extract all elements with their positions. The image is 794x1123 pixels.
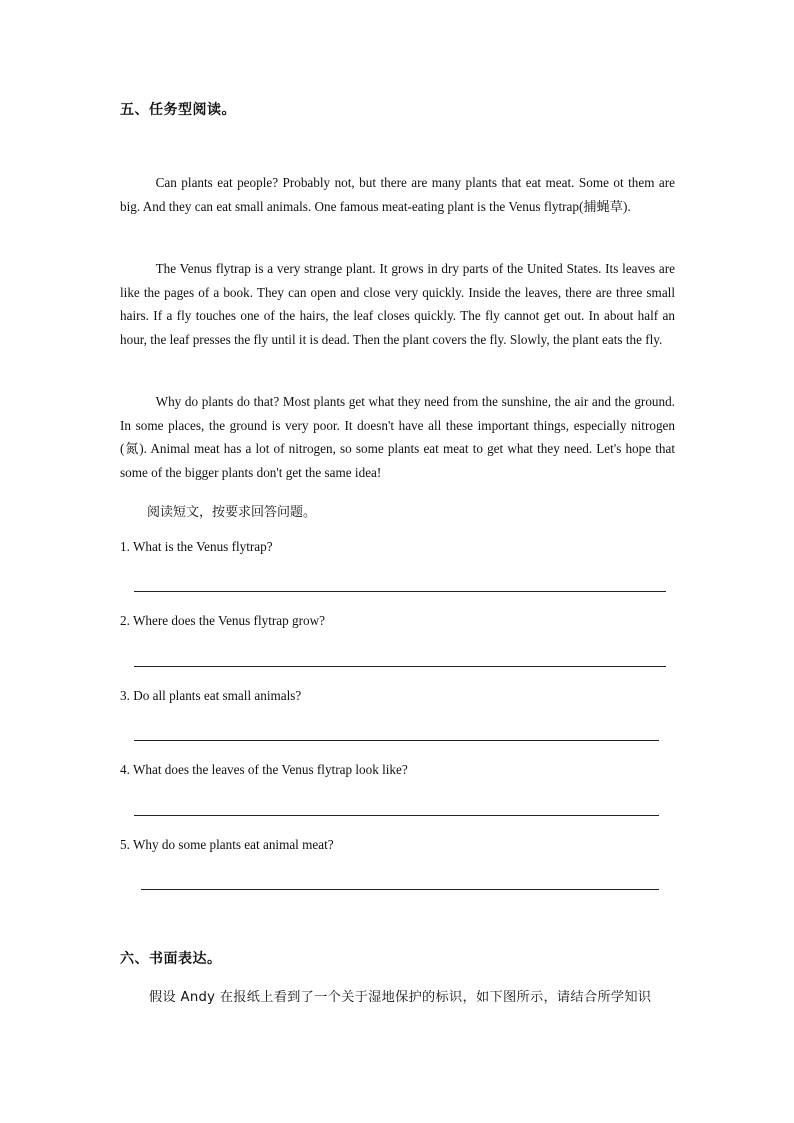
section-5-title: 五、任务型阅读。: [120, 102, 236, 118]
answer-line-3[interactable]: [134, 740, 659, 741]
answer-line-4[interactable]: [134, 815, 659, 816]
answer-line-1[interactable]: [134, 591, 666, 592]
writing-prompt: 假设 Andy 在报纸上看到了一个关于湿地保护的标识，如下图所示，请结合所学知识: [149, 990, 652, 1005]
passage-paragraph-3: Why do plants do that? Most plants get what they need from the sunshine, the air and the ground. In some places, the ground is very poor. It doesn't have all these important things, especially nitrogen (氮). Animal meat has a lot of nitrogen, so some plants eat meat to get what they need. Let's hope that some of the bigger plants don't get the same idea!: [120, 394, 675, 480]
question-2: 2. Where does the Venus flytrap grow?: [120, 613, 325, 628]
reading-instruction: 阅读短文，按要求回答问题。: [147, 505, 317, 520]
question-4: 4. What does the leaves of the Venus flytrap look like?: [120, 762, 408, 777]
question-1: 1. What is the Venus flytrap?: [120, 539, 273, 554]
section-6-title: 六、书面表达。: [120, 951, 222, 967]
answer-line-2[interactable]: [134, 666, 666, 667]
question-5: 5. Why do some plants eat animal meat?: [120, 837, 334, 852]
question-3: 3. Do all plants eat small animals?: [120, 688, 302, 703]
passage-paragraph-2: The Venus flytrap is a very strange plant. It grows in dry parts of the United States. Its leaves are like the pages of a book. They can open and close very quickly. Inside the leaves, there are three small hairs. If a fly touches one of the hairs, the leaf closes quickly. The fly cannot get out. In about half an hour, the leaf presses the fly until it is dead. Then the plant covers the fly. Slowly, the plant eats the fly.: [120, 261, 675, 347]
passage-paragraph-1: Can plants eat people? Probably not, but there are many plants that eat meat. Some ot them are big. And they can eat small animals. One famous meat-eating plant is the Venus flytrap(捕蝇草).: [120, 175, 675, 214]
answer-line-5[interactable]: [141, 889, 659, 890]
